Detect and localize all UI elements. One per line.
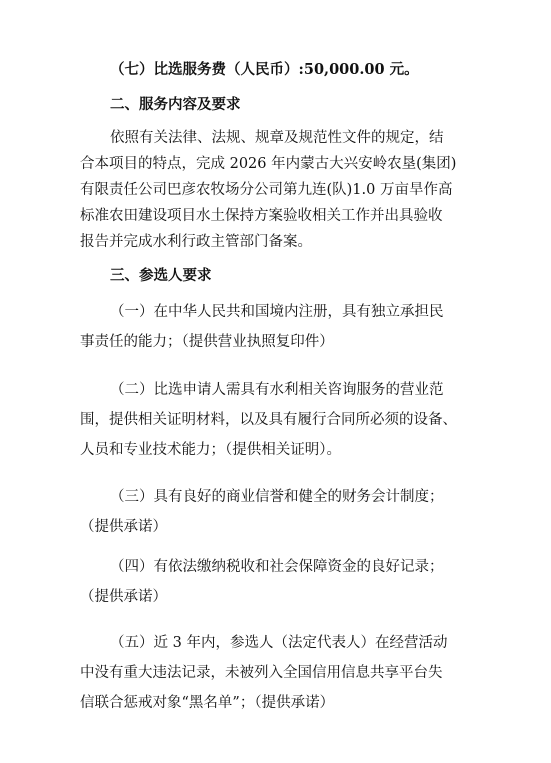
sec2-line-2: 合本项目的特点，完成 2026 年内蒙古大兴安岭农垦(集团): [80, 156, 457, 172]
req4-line-1: （四）有依法缴纳税收和社会保障资金的良好记录；: [110, 559, 444, 575]
req2-line-1: （二）比选申请人需具有水利相关咨询服务的营业范: [110, 382, 444, 398]
req5-line-2: 中没有重大违法记录，未被列入全国信用信息共享平台失: [80, 665, 443, 681]
req1-line-1: （一）在中华人民共和国境内注册，具有独立承担民: [110, 304, 444, 320]
req5-line-1: （五）近 3 年内，参选人（法定代表人）在经营活动: [110, 635, 448, 651]
req3-line-2: （提供承诺）: [80, 519, 167, 535]
sec2-line-3: 有限责任公司巴彦农牧场分公司第九连(队)1.0 万亩旱作高: [80, 182, 453, 198]
req4-line-2: （提供承诺）: [80, 589, 167, 605]
sec2-line-5: 报告并完成水利行政主管部门备案。: [80, 234, 312, 250]
sec2-line-1: 依照有关法律、法规、规章及规范性文件的规定，结: [110, 130, 444, 146]
req1-line-2: 事责任的能力；（提供营业执照复印件）: [80, 334, 334, 350]
req2-line-3: 人员和专业技术能力；（提供相关证明）。: [80, 442, 341, 458]
fee-line: （七）比选服务费（人民币）:50,000.00 元。: [110, 61, 419, 78]
section-3-title: 三、参选人要求: [110, 267, 212, 284]
req5-line-3: 信联合惩戒对象“黑名单”；（提供承诺）: [80, 695, 335, 711]
section-2-title: 二、服务内容及要求: [110, 96, 241, 113]
req2-line-2: 围，提供相关证明材料，以及具有履行合同所必须的设备、: [80, 412, 457, 428]
req3-line-1: （三）具有良好的商业信誉和健全的财务会计制度；: [110, 489, 444, 505]
sec2-line-4: 标准农田建设项目水土保持方案验收相关工作并出具验收: [80, 208, 443, 224]
